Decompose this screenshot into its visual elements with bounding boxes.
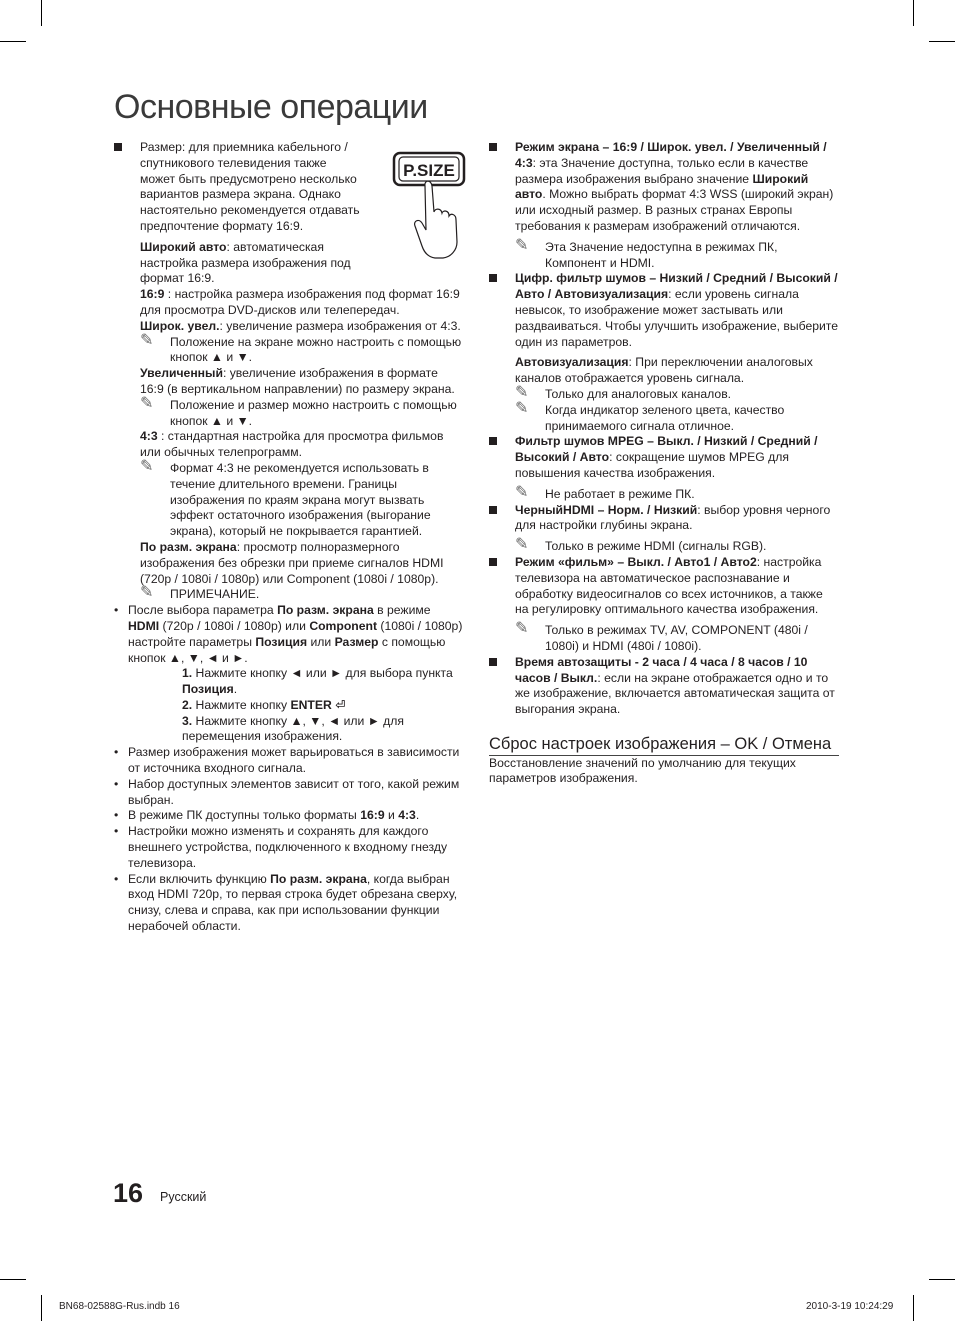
bullet-square-icon	[489, 506, 497, 514]
crop-mark	[913, 0, 914, 26]
screen-mode-item: Режим экрана – 16:9 / Широк. увел. / Увеличенный / 4:3: эта Значение доступна, только если в качестве размера изображения выбрано значение Широкий авто. Можно выбрать формат 4:3 WSS (широкий экран) или исходный размер. В разных странах Европы требования к размерам изображений отличаются.	[489, 140, 839, 235]
note-heading: ✎ ПРИМЕЧАНИЕ.	[140, 584, 260, 602]
list-item: • Набор доступных элементов зависит от того, какой режим выбран.	[114, 776, 460, 807]
zoom-desc: Увеличенный: увеличение изображения в формате 16:9 (в вертикальном направлении) по размеру экрана.	[140, 366, 455, 396]
wide-zoom-desc: Широк. увел.: увеличение размера изображения от 4:3.	[140, 318, 461, 333]
list-item: • В режиме ПК доступны только форматы 16:9 и 4:3.	[114, 808, 420, 823]
list-item: • Настройки можно изменять и сохранять для каждого внешнего устройства, подключенного к входному гнезду телевизора.	[114, 824, 448, 870]
auto-protection-item: Время автозащиты - 2 часа / 4 часа / 8 часов / 10 часов / Выкл.: если на экране отображается одно и то же изображение, включается автоматическая защита от выгорания экрана.	[489, 655, 839, 718]
section-title: Сброс настроек изображения – OK / Отмена	[489, 737, 839, 756]
note: ✎ Положение и размер можно настроить с помощью кнопок ▲ и ▼.	[140, 394, 457, 428]
crop-mark	[929, 41, 955, 42]
crop-mark	[0, 1279, 26, 1280]
digital-noise-item: Цифр. фильтр шумов – Низкий / Средний / Высокий / Авто / Автовизуализация: если уровень сигнала невысок, то изображение может застывать или раздваиваться. Чтобы улучшить изображение, выберите один из параметров.	[489, 271, 839, 350]
pencil-icon: ✎	[140, 394, 154, 412]
crop-mark	[0, 41, 26, 42]
pencil-icon: ✎	[515, 483, 529, 501]
page-title: Основные операции	[114, 88, 428, 126]
size-item: Размер: для приемника кабельного / спутникового телевидения также может быть предусмотрено несколько вариантов размера экрана. Однако настоятельно рекомендуется отдавать предпочтение формату 16:9.	[114, 140, 464, 235]
step: 3. Нажмите кнопку ▲, ▼, ◄ или ► для перемещения изображения.	[182, 713, 404, 744]
bullet-square-icon	[489, 658, 497, 666]
note: ✎ Положение на экране можно настроить с помощью кнопок ▲ и ▼.	[140, 331, 462, 365]
film-mode-item: Режим «фильм» – Выкл. / Авто1 / Авто2: настройка телевизора на автоматическое распознавание и обработку видеосигналов со всех источников, а также на регулировку оптимального качества изображения.	[489, 555, 839, 618]
note: ✎ Формат 4:3 не рекомендуется использовать в течение длительного времени. Границы изображения по краям экрана могут вызвать эффект остаточного изображения (выгорание экрана), который не покрывается гарантией.	[140, 457, 431, 539]
hdmi-black-item: ЧерныйHDMI – Норм. / Низкий: выбор уровня черного для настройки глубины экрана.	[489, 503, 839, 535]
enter-icon: ⏎	[335, 697, 346, 712]
pencil-icon: ✎	[515, 236, 529, 254]
imprint-timestamp: 2010-3-19 10:24:29	[806, 1301, 894, 1312]
bullet-square-icon	[489, 437, 497, 445]
fit-desc: По разм. экрана: просмотр полноразмерного изображения без обрезки при приеме сигналов HDMI (720p / 1080i / 1080p) или Component (1080i / 1080p).	[140, 539, 444, 586]
pencil-icon: ✎	[140, 331, 154, 349]
list-item: • Если включить функцию По разм. экрана, когда выбран вход HDMI 720p, то первая строка будет обрезана сверху, снизу, слева и справа, как при использовании функции нерабочей области.	[114, 871, 458, 934]
bullet-square-icon	[114, 143, 122, 151]
crop-mark	[41, 1295, 42, 1321]
pencil-icon: ✎	[140, 457, 154, 475]
auto-visual-desc: Автовизуализация: При переключении аналоговых каналов отображается уровень сигнала.	[515, 355, 813, 386]
note: ✎ Когда индикатор зеленого цвета, качество принимаемого сигнала отличное.	[515, 399, 785, 433]
bullet-square-icon	[489, 143, 497, 151]
crop-mark	[41, 0, 42, 26]
bullet-square-icon	[489, 558, 497, 566]
mpeg-noise-item: Фильтр шумов MPEG – Выкл. / Низкий / Средний / Высокий / Авто: сокращение шумов MPEG для повышения качества изображения.	[489, 434, 839, 481]
language-label: Русский	[160, 1190, 207, 1204]
note: ✎ Только в режимах TV, AV, COMPONENT (480i / 1080i) и HDMI (480i / 1080i).	[515, 620, 808, 653]
crop-mark	[913, 1295, 914, 1321]
crop-mark	[929, 1279, 955, 1280]
list-item: • Размер изображения может варьироваться в зависимости от источника входного сигнала.	[114, 745, 460, 776]
step: 1. Нажмите кнопку ◄ или ► для выбора пункта Позиция.	[182, 666, 453, 697]
imprint-file: BN68-02588G-Rus.indb 16	[59, 1301, 180, 1312]
list-item: • После выбора параметра По разм. экрана в режиме HDMI (720p / 1080i / 1080p) или Component (1080i / 1080p) настройте параметры Позиция или Размер с помощью кнопок ▲, ▼, ◄ и ►.	[114, 603, 463, 665]
ratio-169-desc: 16:9 : настройка размера изображения под формат 16:9 для просмотра DVD-дисков или телепередач.	[140, 287, 460, 317]
right-column	[489, 140, 839, 787]
step: 2. Нажмите кнопку ENTER ⏎	[182, 697, 346, 712]
wide-auto-desc: Широкий авто: автоматическая настройка размера изображения под формат 16:9.	[140, 239, 351, 286]
pencil-icon: ✎	[515, 399, 529, 417]
note: ✎ Только в режиме HDMI (сигналы RGB).	[515, 536, 767, 554]
pencil-icon: ✎	[515, 536, 529, 554]
note: ✎ Не работает в режиме ПК.	[515, 483, 695, 501]
pencil-icon: ✎	[515, 620, 529, 638]
left-column	[114, 140, 464, 935]
pencil-icon: ✎	[515, 383, 529, 401]
section-text: Восстановление значений по умолчанию для текущих параметров изображения.	[489, 755, 796, 786]
note: ✎ Эта Значение недоступна в режимах ПК, Компонент и HDMI.	[515, 236, 778, 270]
psize-label: P.SIZE	[403, 161, 455, 180]
bullet-square-icon	[489, 274, 497, 282]
ratio-43-desc: 4:3 : стандартная настройка для просмотра фильмов или обычных телепрограмм.	[140, 429, 444, 460]
pencil-icon: ✎	[140, 584, 154, 602]
page-number: 16	[113, 1178, 144, 1208]
note: ✎ Только для аналоговых каналов.	[515, 383, 732, 401]
